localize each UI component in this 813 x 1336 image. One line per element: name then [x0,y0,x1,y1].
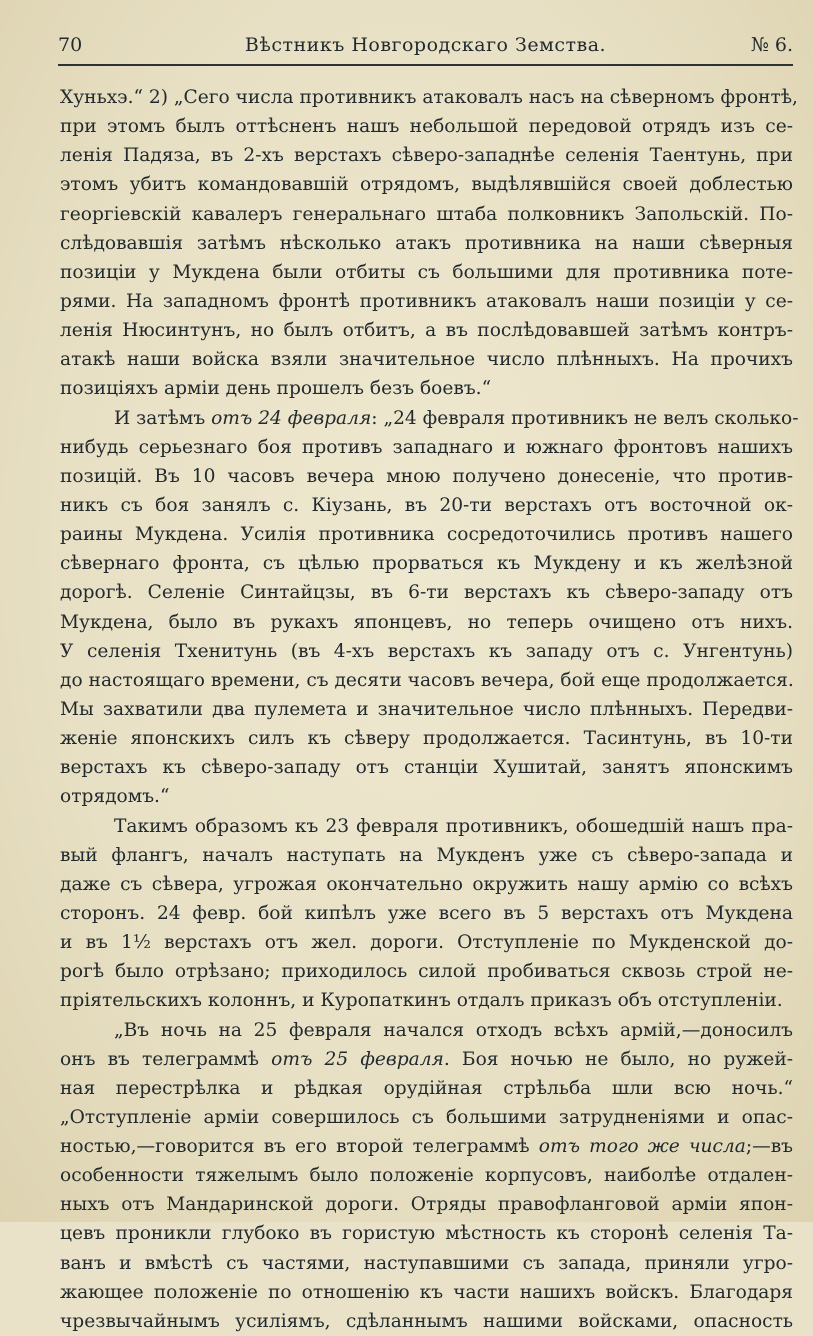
text-line: чрезвычайнымъ усиліямъ, сдѣланнымъ нашими войсками, опасность [60,1310,793,1332]
text-line [60,1132,793,1161]
text-segment: И затѣмъ [114,407,212,429]
text-line: позиціяхъ арміи день прошелъ безъ боевъ.“ [60,378,492,400]
text-line: цевъ проникли глубоко въ гористую мѣстность къ сторонѣ селенія Та- [60,1223,793,1245]
text-line: особенности тяжелымъ было положеніе корпусовъ, наиболѣе отдален- [60,1165,793,1187]
text-line: атакѣ наши войска взяли значительное число плѣнныхъ. На прочихъ [60,349,793,371]
text-line [60,1045,793,1074]
text-line: Хуньхэ.“ 2) „Сего числа противникъ атаковалъ насъ на сѣверномъ фронтѣ, [60,87,798,108]
text-line: дорогѣ. Селеніе Синтайцзы, въ 6-ти верстахъ къ сѣверо-западу отъ [60,582,793,604]
text-line: нибудь серьезнаго боя противъ западнаго и южнаго фронтовъ нашихъ [60,436,793,458]
text-line: У селенія Тхенитунь (въ 4-хъ верстахъ къ западу отъ с. Унгентунь) [60,640,793,662]
text-line: при этомъ былъ оттѣсненъ нашъ небольшой передовой отрядъ изъ се- [60,116,793,138]
issue-number: № 6. [750,34,793,56]
text-line: и въ 1½ верстахъ отъ жел. дороги. Отступленіе по Мукденской до- [60,932,793,954]
text-line: ванъ и вмѣстѣ съ частями, наступавшими съ запада, приняли угро- [60,1252,793,1274]
date-reference: отъ 24 февраля [211,407,372,429]
text-line: ленія Падяза, въ 2-хъ верстахъ сѣверо-западнѣе селенія Таентунь, при [60,145,793,167]
header-rule [58,64,793,66]
text-line: отрядомъ.“ [60,786,170,808]
text-line: рями. На западномъ фронтѣ противникъ атаковалъ наши позиціи у се- [60,290,793,312]
running-title: Вѣстникъ Новгородскаго Земства. [244,34,607,56]
text-line: женіе японскихъ силъ къ сѣверу продолжается. Тасинтунь, въ 10-ти [60,728,793,750]
text-segment: ностью,—говорится въ его второй телеграммѣ [60,1136,539,1158]
text-line: сѣвернаго фронта, съ цѣлью прорваться къ Мукдену и къ желѣзной [60,553,793,575]
text-line: „Въ ночь на 25 февраля начался отходъ всѣхъ армій,—доносилъ [114,1019,793,1041]
text-line: этомъ убитъ командовавшій отрядомъ, выдѣлявшійся своей доблестью [60,174,793,196]
text-line: раины Мукдена. Усилія противника сосредоточились противъ нашего [60,524,793,546]
text-line: вый флангъ, началъ наступать на Мукденъ уже съ сѣверо-запада и [60,844,793,866]
text-line: позиціи у Мукдена были отбиты съ большими для противника поте- [60,261,793,283]
body-text [60,83,799,1336]
text-line: ная перестрѣлка и рѣдкая орудійная стрѣльба шли всю ночь.“ [60,1077,793,1099]
text-line: до настоящаго времени, съ десяти часовъ вечера, бой еще продолжается. [60,669,794,691]
text-line: сторонъ. 24 февр. бой кипѣлъ уже всего въ 5 верстахъ отъ Мукдена [60,902,793,924]
text-line: Мукдена, было въ рукахъ японцевъ, но теперь очищено отъ нихъ. [60,611,793,633]
date-reference: отъ 25 февраля [271,1048,444,1070]
text-line: Мы захватили два пулемета и значительное число плѣнныхъ. Передви- [60,698,793,720]
text-line: георгіевскій кавалеръ генеральнаго штаба полковникъ Запольскій. По- [60,203,793,225]
text-segment: „Отступленіе арміи совершилось съ большими затрудненіями и опас- [60,1106,793,1128]
date-reference: отъ того же числа [538,1136,746,1158]
text-segment: . Боя ночью не было, но ружей- [443,1048,793,1070]
running-header [58,30,793,60]
text-line: ленія Нюсинтунъ, но былъ отбитъ, а въ послѣдовавшей затѣмъ контръ- [60,320,793,342]
text-line: ныхъ отъ Мандаринской дороги. Отряды правофланговой арміи япон- [60,1194,793,1216]
text-segment: онъ въ телеграммѣ [60,1048,272,1070]
text-line: верстахъ къ сѣверо-западу отъ станціи Хушитай, занятъ японскимъ [60,757,793,779]
page-number: 70 [58,34,83,56]
text-segment: ;—въ [745,1136,793,1158]
text-line: рогѣ было отрѣзано; приходилось силой пробиваться сквозь строй не- [60,961,793,983]
text-line: никъ съ боя занялъ с. Кіузань, въ 20-ти верстахъ отъ восточной ок- [60,494,793,516]
text-line [60,404,799,433]
text-segment: : „24 февраля противникъ не велъ сколько- [371,407,799,429]
text-line: пріятельскихъ колоннъ, и Куропаткинъ отдалъ приказъ объ отступленіи. [60,990,783,1012]
text-line: жающее положеніе по отношенію къ части нашихъ войскъ. Благодаря [60,1281,793,1303]
text-line: даже съ сѣвера, угрожая окончательно окружить нашу армію со всѣхъ [60,873,793,895]
text-line: Такимъ образомъ къ 23 февраля противникъ, обошедшій нашъ пра- [114,815,793,837]
text-line: позицій. Въ 10 часовъ вечера мною получено донесеніе, что против- [60,465,793,487]
text-line [60,1103,793,1132]
text-line: слѣдовавшія затѣмъ нѣсколько атакъ противника на наши сѣверныя [60,232,793,254]
